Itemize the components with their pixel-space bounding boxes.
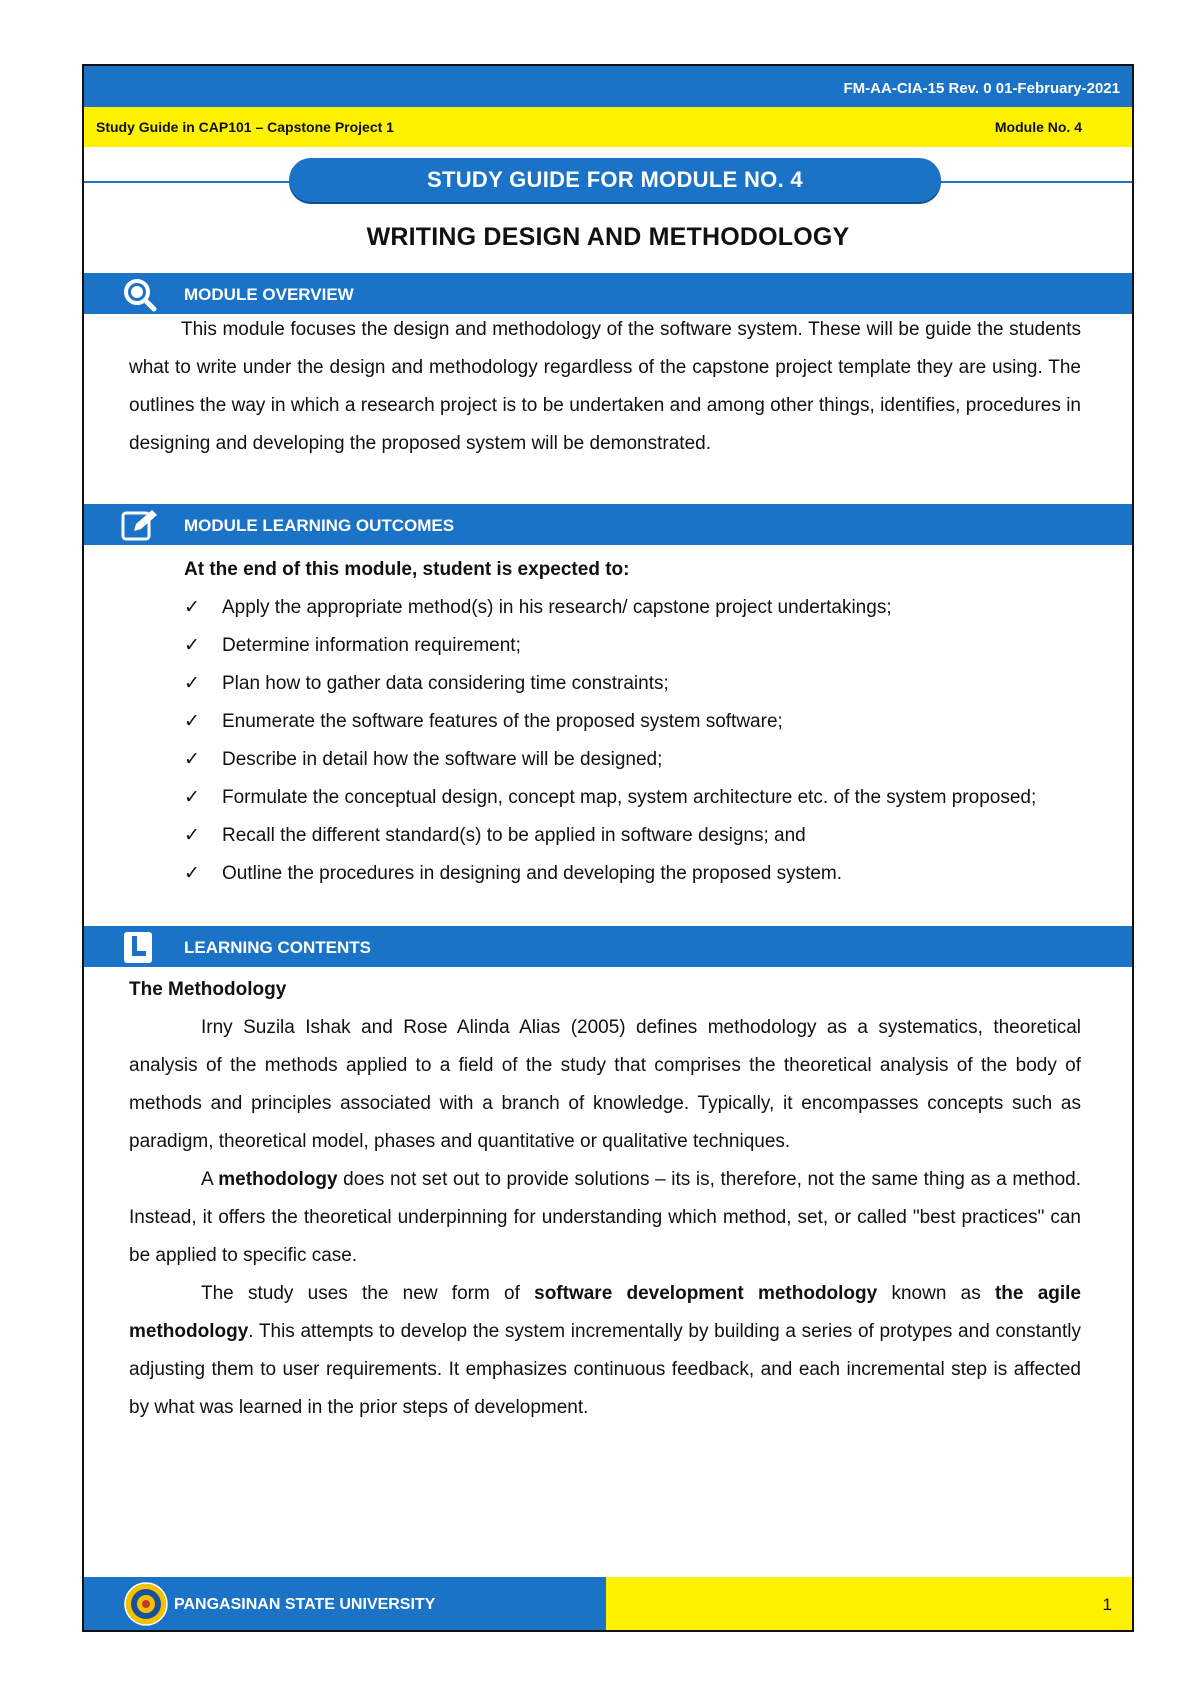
text-run: The study uses the new form of <box>201 1283 535 1304</box>
outcome-item <box>184 741 1084 779</box>
section-bar-overview <box>84 273 1132 314</box>
study-guide-label: Study Guide in CAP101 – Capstone Project 1 <box>96 119 394 135</box>
outcome-text: Formulate the conceptual design, concept map, system architecture etc. of the system proposed; <box>222 787 1037 808</box>
magnifier-icon <box>120 276 164 312</box>
outcome-text: Enumerate the software features of the proposed system software; <box>222 711 783 732</box>
contents-paragraph-1: Irny Suzila Ishak and Rose Alinda Alias (2005) defines methodology as a systematics, theoretical analysis of the methods applied to a field of the study that comprises the theoretical analysis of the body of methods and principles associated with a branch of knowledge. Typically, it encompasses concepts such as paradigm, theoretical model, phases and quantitative or qualitative techniques. <box>129 1017 1081 1152</box>
outcome-text: Describe in detail how the software will be designed; <box>222 749 663 770</box>
page-number: 1 <box>1102 1595 1112 1614</box>
text-run: known as <box>877 1283 995 1304</box>
contents-subheading: The Methodology <box>129 979 287 1000</box>
page-title: WRITING DESIGN AND METHODOLOGY <box>366 223 850 251</box>
bold-run: the agile methodology <box>129 1283 1081 1342</box>
contents-paragraph-3 <box>129 1275 1081 1427</box>
section-heading-outcomes: MODULE LEARNING OUTCOMES <box>184 516 455 535</box>
contents-text <box>129 971 1081 1427</box>
form-code: FM-AA-CIA-15 Rev. 0 01-February-2021 <box>843 80 1120 97</box>
check-icon: ✓ <box>184 825 200 846</box>
check-icon: ✓ <box>184 863 200 884</box>
check-icon: ✓ <box>184 787 200 808</box>
section-heading-contents: LEARNING CONTENTS <box>184 938 371 957</box>
university-seal <box>124 1582 168 1626</box>
outcomes-block <box>184 551 1084 893</box>
outcome-text: Plan how to gather data considering time constraints; <box>222 673 669 694</box>
contents-paragraph-2 <box>129 1161 1081 1275</box>
outcome-item <box>184 817 1084 855</box>
page-frame <box>82 64 1134 1632</box>
outcome-item <box>184 589 1084 627</box>
outcome-text: Determine information requirement; <box>222 635 521 656</box>
section-bar-outcomes <box>84 504 1132 545</box>
outcome-text: Recall the different standard(s) to be applied in software designs; and <box>222 825 806 846</box>
text-run: . This attempts to develop the system incrementally by building a series of protypes and constantly adjusting them to user requirements. It emphasizes continuous feedback, and each incremental step is affected by what was learned in the prior steps of development. <box>129 1321 1081 1418</box>
bold-run: software development methodology <box>534 1283 878 1304</box>
module-number-label: Module No. 4 <box>994 119 1082 135</box>
outcome-item <box>184 703 1084 741</box>
bold-run: methodology <box>218 1169 338 1190</box>
footer-university-bar <box>84 1577 606 1632</box>
outcome-text: Outline the procedures in designing and developing the proposed system. <box>222 863 843 884</box>
text-run: A <box>201 1169 219 1190</box>
outcomes-list <box>184 589 1084 893</box>
university-name: PANGASINAN STATE UNIVERSITY <box>174 1596 436 1613</box>
overview-text <box>129 311 1081 463</box>
outcome-item <box>184 855 1084 893</box>
check-icon: ✓ <box>184 597 200 618</box>
study-guide-bar <box>84 107 1132 147</box>
check-icon: ✓ <box>184 673 200 694</box>
outcomes-lead: At the end of this module, student is expected to: <box>184 559 630 580</box>
edit-pencil-icon <box>120 507 164 543</box>
overview-paragraph: This module focuses the design and methodology of the software system. These will be guide the students what to write under the design and methodology regardless of the capstone project template they are using. The outlines the way in which a research project is to be undertaken and among other things, identifies, procedures in designing and developing the proposed system will be demonstrated. <box>129 319 1081 454</box>
check-icon: ✓ <box>184 635 200 656</box>
outcome-item <box>184 627 1084 665</box>
book-icon <box>120 929 164 965</box>
section-bar-contents <box>84 926 1132 967</box>
check-icon: ✓ <box>184 749 200 770</box>
top-header-bar <box>84 66 1132 107</box>
title-banner: STUDY GUIDE FOR MODULE NO. 4 <box>289 158 941 202</box>
check-icon: ✓ <box>184 711 200 732</box>
text-run: does not set out to provide solutions – its is, therefore, not the same thing as a method. Instead, it offers the theoretical underpinning for understanding which method, set, or called "best practices" can be applied to specific case. <box>129 1169 1081 1266</box>
outcome-text: Apply the appropriate method(s) in his research/ capstone project undertakings; <box>222 597 892 618</box>
footer-page-bar <box>606 1577 1132 1632</box>
outcome-item <box>184 665 1084 703</box>
outcome-item <box>184 779 1084 817</box>
section-heading-overview: MODULE OVERVIEW <box>184 285 354 304</box>
